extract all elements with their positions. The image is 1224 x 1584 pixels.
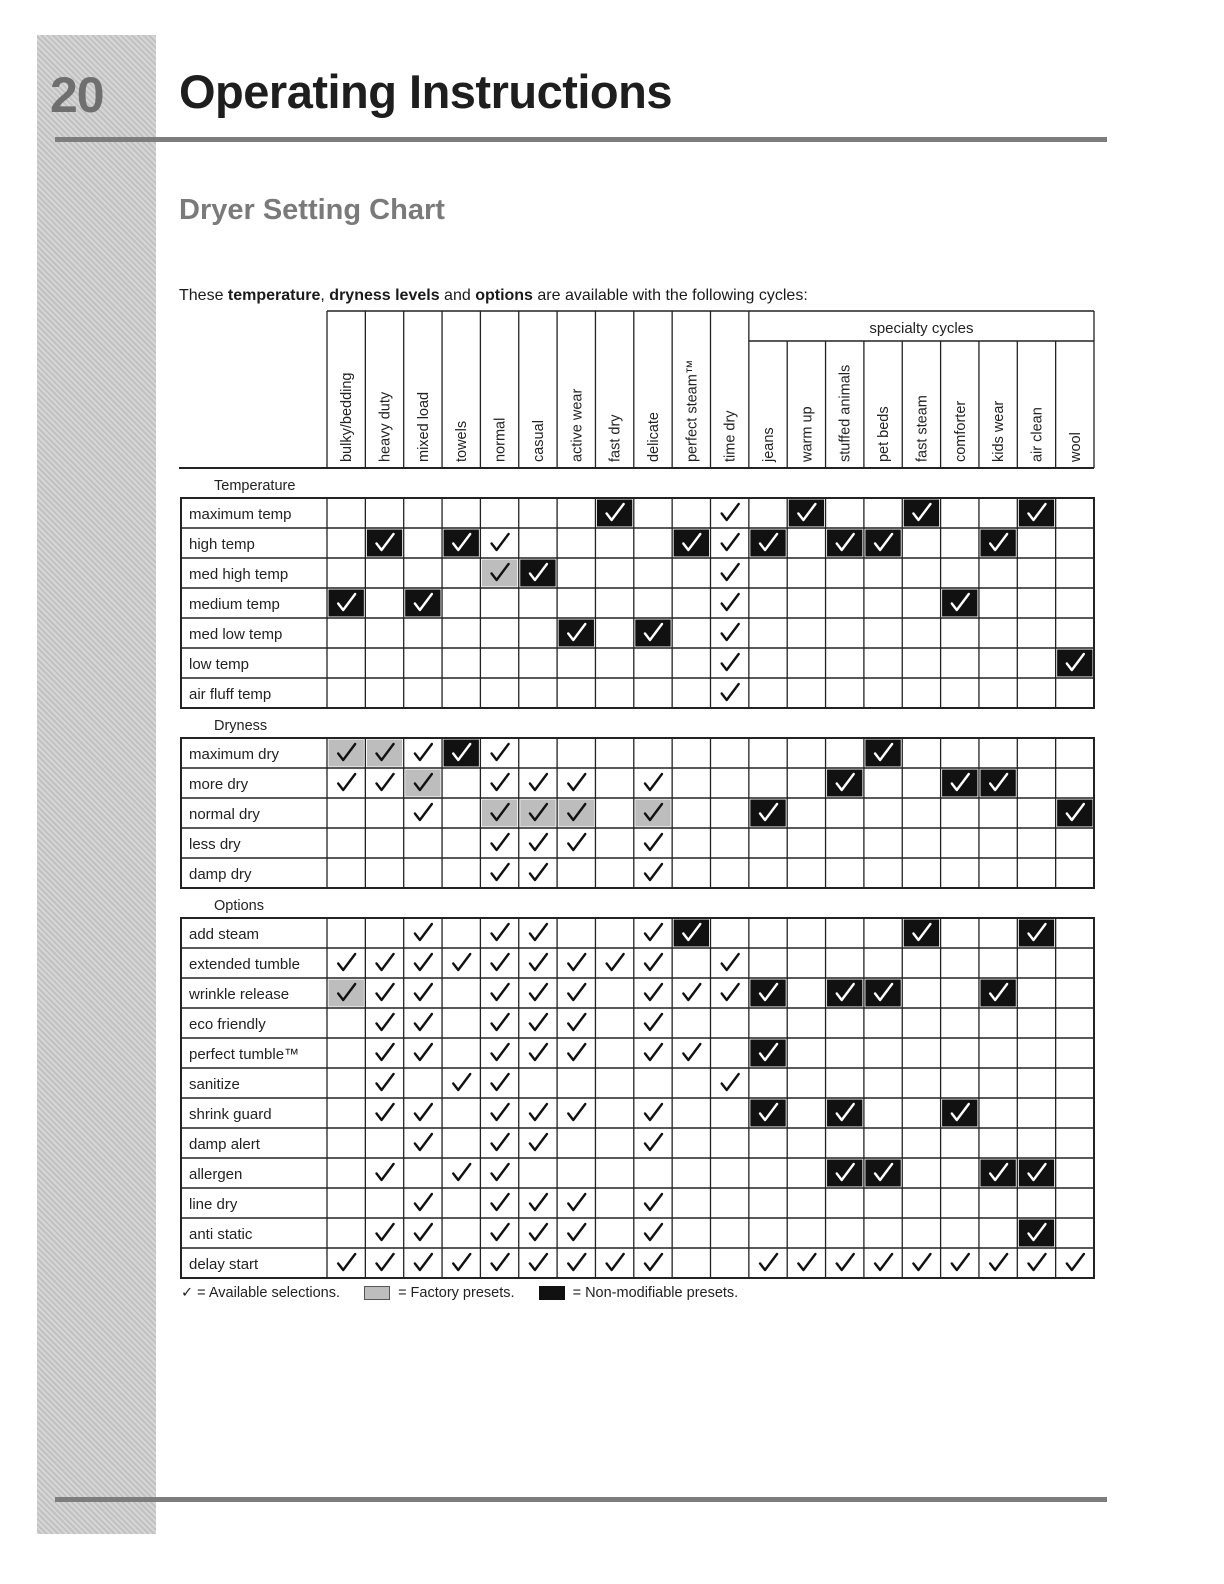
- legend-factory: = Factory presets.: [398, 1285, 515, 1302]
- check-icon: [453, 954, 470, 970]
- check-icon: [722, 654, 739, 670]
- column-header-bulky-bedding: bulky/bedding: [339, 372, 356, 462]
- preset-cell-nonmodifiable: [750, 1100, 785, 1127]
- check-icon: [645, 984, 662, 1000]
- preset-cell-nonmodifiable: [1057, 800, 1092, 827]
- section-title: Dryer Setting Chart: [179, 194, 445, 226]
- preset-cell-nonmodifiable: [980, 770, 1015, 797]
- check-icon: [492, 1164, 509, 1180]
- check-icon: [645, 774, 662, 790]
- preset-cell-nonmodifiable: [904, 500, 939, 527]
- check-icon: [645, 1134, 662, 1150]
- check-icon: [415, 1014, 432, 1030]
- preset-cell-nonmodifiable: [750, 980, 785, 1007]
- section-label-options: Options: [214, 898, 264, 914]
- preset-cell-nonmodifiable: [559, 620, 594, 647]
- row-label-maximum-dry: maximum dry: [189, 746, 280, 763]
- column-header-jeans: jeans: [761, 427, 778, 462]
- check-icon: [722, 504, 739, 520]
- check-icon: [837, 1254, 854, 1270]
- check-icon: [530, 1104, 547, 1120]
- check-icon: [645, 1104, 662, 1120]
- check-icon: [492, 954, 509, 970]
- check-icon: [377, 954, 394, 970]
- check-icon: [530, 1134, 547, 1150]
- row-label-normal-dry: normal dry: [189, 806, 260, 823]
- check-icon: [568, 834, 585, 850]
- section-label-temperature: Temperature: [214, 478, 296, 494]
- check-icon: [722, 1074, 739, 1090]
- bottom-divider: [55, 1497, 1107, 1502]
- column-header-wool: wool: [1067, 432, 1084, 462]
- preset-cell-nonmodifiable: [674, 920, 709, 947]
- preset-cell-nonmodifiable: [827, 1100, 862, 1127]
- specialty-cycles-label: specialty cycles: [869, 320, 974, 337]
- row-label-maximum-temp: maximum temp: [189, 506, 292, 523]
- column-header-kids-wear: kids wear: [991, 400, 1008, 462]
- check-icon: [492, 1224, 509, 1240]
- preset-cell-nonmodifiable: [865, 1160, 900, 1187]
- preset-cell-nonmodifiable: [750, 530, 785, 557]
- preset-cell-nonmodifiable: [865, 980, 900, 1007]
- preset-cell-factory: [482, 560, 517, 587]
- check-icon: [568, 954, 585, 970]
- column-header-fast-steam: fast steam: [914, 395, 931, 462]
- check-icon: [453, 1164, 470, 1180]
- check-icon: [530, 834, 547, 850]
- row-label-eco-friendly: eco friendly: [189, 1016, 266, 1033]
- check-icon: [645, 1194, 662, 1210]
- check-icon: [492, 1014, 509, 1030]
- check-icon: [645, 864, 662, 880]
- check-icon: [338, 954, 355, 970]
- page-number: 20: [50, 67, 104, 123]
- check-icon: [415, 954, 432, 970]
- check-icon: [492, 1194, 509, 1210]
- preset-cell-nonmodifiable: [444, 740, 479, 767]
- check-icon: [530, 1014, 547, 1030]
- check-icon: [530, 984, 547, 1000]
- check-icon: [645, 834, 662, 850]
- preset-cell-nonmodifiable: [1019, 1220, 1054, 1247]
- preset-cell-nonmodifiable: [865, 530, 900, 557]
- check-icon: [645, 1014, 662, 1030]
- preset-cell-nonmodifiable: [904, 920, 939, 947]
- row-label-extended-tumble: extended tumble: [189, 956, 300, 973]
- column-header-mixed-load: mixed load: [415, 391, 432, 462]
- check-icon: [415, 984, 432, 1000]
- check-icon: [645, 1044, 662, 1060]
- check-icon: [453, 1254, 470, 1270]
- check-icon: [492, 534, 509, 550]
- row-label-add-steam: add steam: [189, 926, 260, 943]
- check-icon: [683, 1044, 700, 1060]
- check-icon: [415, 1044, 432, 1060]
- preset-cell-nonmodifiable: [827, 530, 862, 557]
- check-icon: [952, 1254, 969, 1270]
- check-icon: [415, 924, 432, 940]
- preset-cell-nonmodifiable: [789, 500, 824, 527]
- check-icon: [453, 1074, 470, 1090]
- check-icon: [415, 1104, 432, 1120]
- column-header-air-clean: air clean: [1029, 407, 1046, 462]
- preset-cell-nonmodifiable: [750, 800, 785, 827]
- legend-nonmodifiable: = Non-modifiable presets.: [572, 1285, 739, 1302]
- preset-cell-factory: [559, 800, 594, 827]
- check-icon: [760, 1254, 777, 1270]
- check-icon: [377, 774, 394, 790]
- preset-cell-nonmodifiable: [1019, 1160, 1054, 1187]
- check-icon: [492, 864, 509, 880]
- preset-cell-nonmodifiable: [827, 770, 862, 797]
- page-title: Operating Instructions: [179, 65, 672, 118]
- column-header-comforter: comforter: [952, 400, 969, 462]
- preset-cell-nonmodifiable: [1019, 920, 1054, 947]
- column-header-stuffed-animals: stuffed animals: [837, 364, 854, 462]
- check-icon: [530, 1254, 547, 1270]
- check-icon: [415, 1194, 432, 1210]
- row-label-delay-start: delay start: [189, 1256, 259, 1273]
- check-icon: [377, 1254, 394, 1270]
- check-icon: [568, 1014, 585, 1030]
- check-icon: [492, 1134, 509, 1150]
- preset-cell-nonmodifiable: [1019, 500, 1054, 527]
- chart-legend: [181, 1285, 738, 1301]
- check-icon: [568, 984, 585, 1000]
- check-icon: [492, 984, 509, 1000]
- column-header-perfect-steam: perfect steam™: [684, 359, 701, 462]
- check-icon: [645, 924, 662, 940]
- row-label-high-temp: high temp: [189, 536, 255, 553]
- check-icon: [530, 954, 547, 970]
- preset-cell-nonmodifiable: [597, 500, 632, 527]
- row-label-line-dry: line dry: [189, 1196, 238, 1213]
- check-icon: [377, 1164, 394, 1180]
- check-icon: [492, 834, 509, 850]
- row-label-med-low-temp: med low temp: [189, 626, 283, 643]
- row-label-less-dry: less dry: [189, 836, 241, 853]
- legend-available: ✓ = Available selections.: [181, 1285, 340, 1302]
- check-icon: [415, 1254, 432, 1270]
- preset-cell-nonmodifiable: [942, 770, 977, 797]
- check-icon: [568, 1044, 585, 1060]
- check-icon: [415, 744, 432, 760]
- check-icon: [568, 1224, 585, 1240]
- row-label-sanitize: sanitize: [189, 1076, 240, 1093]
- preset-cell-nonmodifiable: [942, 590, 977, 617]
- row-label-medium-temp: medium temp: [189, 596, 280, 613]
- preset-cell-nonmodifiable: [329, 590, 364, 617]
- section-label-dryness: Dryness: [214, 718, 268, 734]
- check-icon: [492, 1044, 509, 1060]
- check-icon: [530, 774, 547, 790]
- preset-cell-nonmodifiable: [827, 1160, 862, 1187]
- check-icon: [722, 984, 739, 1000]
- check-icon: [530, 924, 547, 940]
- column-header-warm-up: warm up: [799, 406, 816, 462]
- check-icon: [1067, 1254, 1084, 1270]
- check-icon: [722, 954, 739, 970]
- column-header-normal: normal: [492, 417, 509, 462]
- column-header-heavy-duty: heavy duty: [377, 391, 394, 462]
- legend-nonmodifiable-swatch: [539, 1286, 565, 1300]
- check-icon: [568, 774, 585, 790]
- check-icon: [377, 1224, 394, 1240]
- check-icon: [990, 1254, 1007, 1270]
- check-icon: [568, 1194, 585, 1210]
- check-icon: [530, 1224, 547, 1240]
- column-header-delicate: delicate: [645, 412, 662, 462]
- row-label-shrink-guard: shrink guard: [189, 1106, 272, 1123]
- row-label-allergen: allergen: [189, 1166, 243, 1183]
- check-icon: [530, 1194, 547, 1210]
- legend-factory-swatch: [364, 1286, 390, 1300]
- check-icon: [377, 1074, 394, 1090]
- check-icon: [722, 624, 739, 640]
- check-icon: [913, 1254, 930, 1270]
- check-icon: [377, 1044, 394, 1060]
- check-icon: [377, 1104, 394, 1120]
- check-icon: [530, 1044, 547, 1060]
- check-icon: [492, 774, 509, 790]
- check-icon: [492, 1104, 509, 1120]
- check-icon: [645, 1254, 662, 1270]
- check-icon: [338, 774, 355, 790]
- check-icon: [1028, 1254, 1045, 1270]
- preset-cell-nonmodifiable: [980, 530, 1015, 557]
- check-icon: [492, 924, 509, 940]
- check-icon: [568, 1254, 585, 1270]
- column-header-time-dry: time dry: [722, 410, 739, 462]
- column-header-active-wear: active wear: [569, 388, 586, 462]
- check-icon: [415, 1134, 432, 1150]
- preset-cell-nonmodifiable: [942, 1100, 977, 1127]
- check-icon: [722, 684, 739, 700]
- check-icon: [645, 1224, 662, 1240]
- check-icon: [338, 1254, 355, 1270]
- row-label-damp-dry: damp dry: [189, 866, 252, 883]
- preset-cell-nonmodifiable: [520, 560, 555, 587]
- row-label-low-temp: low temp: [189, 656, 250, 673]
- preset-cell-nonmodifiable: [674, 530, 709, 557]
- check-icon: [722, 564, 739, 580]
- check-icon: [377, 984, 394, 1000]
- row-label-perfect-tumble: perfect tumble™: [189, 1046, 300, 1063]
- column-header-towels: towels: [454, 420, 471, 462]
- preset-cell-nonmodifiable: [827, 980, 862, 1007]
- preset-cell-factory: [367, 740, 402, 767]
- preset-cell-nonmodifiable: [635, 620, 670, 647]
- check-icon: [492, 1074, 509, 1090]
- check-icon: [568, 1104, 585, 1120]
- check-icon: [607, 1254, 624, 1270]
- check-icon: [377, 1014, 394, 1030]
- preset-cell-nonmodifiable: [405, 590, 440, 617]
- check-icon: [530, 864, 547, 880]
- check-icon: [722, 534, 739, 550]
- preset-cell-factory: [482, 800, 517, 827]
- column-header-pet-beds: pet beds: [876, 406, 893, 462]
- preset-cell-nonmodifiable: [367, 530, 402, 557]
- check-icon: [722, 594, 739, 610]
- column-header-fast-dry: fast dry: [607, 414, 624, 462]
- check-icon: [683, 984, 700, 1000]
- row-label-more-dry: more dry: [189, 776, 249, 793]
- check-icon: [645, 954, 662, 970]
- preset-cell-factory: [329, 980, 364, 1007]
- preset-cell-nonmodifiable: [980, 1160, 1015, 1187]
- preset-cell-factory: [520, 800, 555, 827]
- preset-cell-nonmodifiable: [980, 980, 1015, 1007]
- preset-cell-nonmodifiable: [1057, 650, 1092, 677]
- check-icon: [415, 1224, 432, 1240]
- preset-cell-factory: [329, 740, 364, 767]
- preset-cell-factory: [405, 770, 440, 797]
- intro-text: These temperature, dryness levels and options are available with the following cycles:: [179, 287, 808, 304]
- check-icon: [875, 1254, 892, 1270]
- preset-cell-nonmodifiable: [865, 740, 900, 767]
- row-label-wrinkle-release: wrinkle release: [189, 986, 290, 1003]
- row-label-damp-alert: damp alert: [189, 1136, 260, 1153]
- row-label-air-fluff-temp: air fluff temp: [189, 686, 272, 703]
- check-icon: [798, 1254, 815, 1270]
- row-label-anti-static: anti static: [189, 1226, 253, 1243]
- row-label-med-high-temp: med high temp: [189, 566, 289, 583]
- preset-cell-factory: [635, 800, 670, 827]
- preset-cell-nonmodifiable: [444, 530, 479, 557]
- column-header-casual: casual: [530, 420, 547, 462]
- check-icon: [415, 804, 432, 820]
- check-icon: [492, 1254, 509, 1270]
- check-icon: [492, 744, 509, 760]
- check-icon: [607, 954, 624, 970]
- preset-cell-nonmodifiable: [750, 1040, 785, 1067]
